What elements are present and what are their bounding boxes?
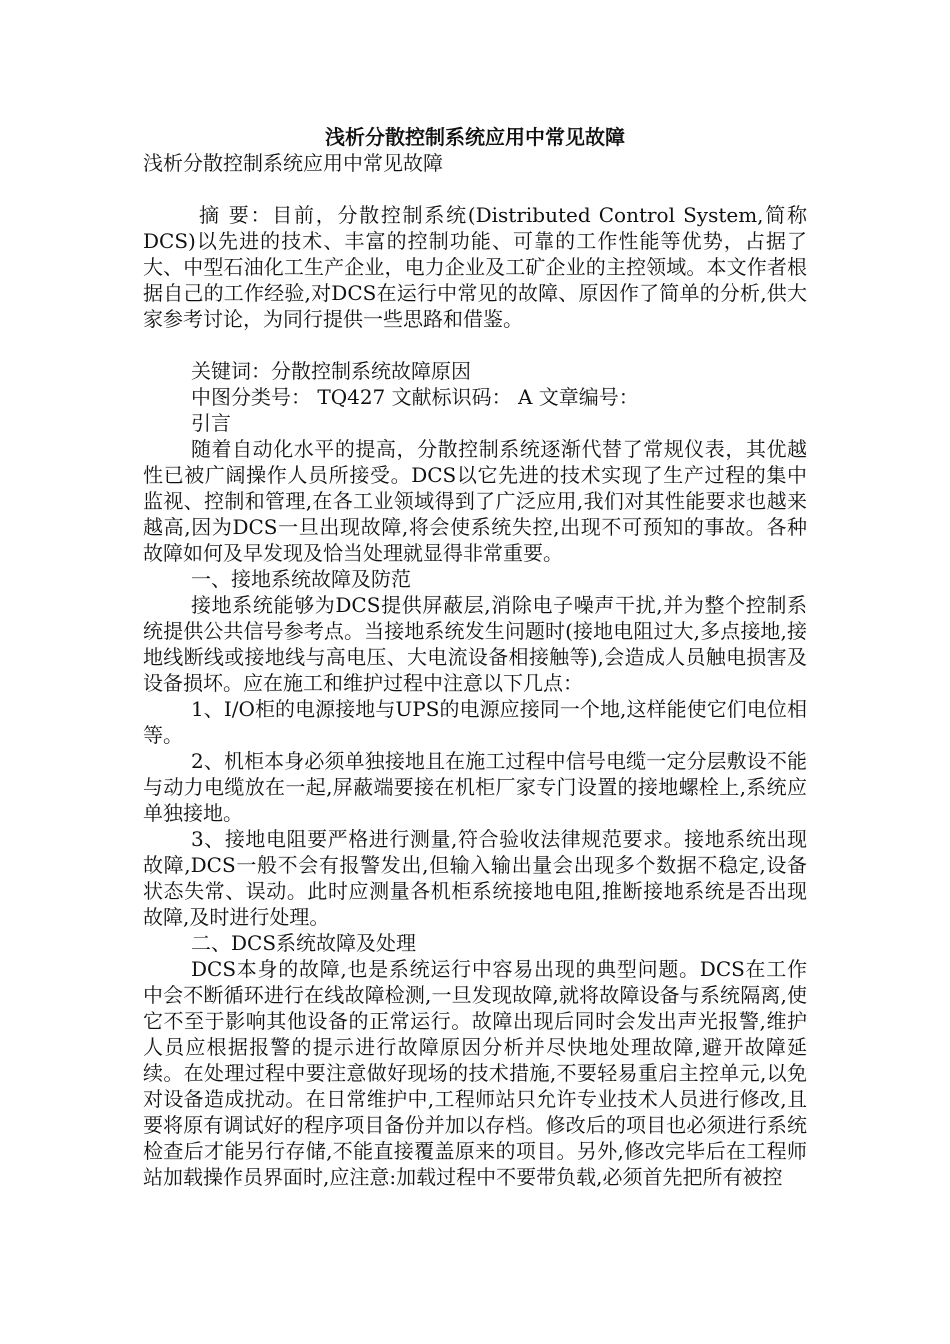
keywords-line: 关键词：分散控制系统故障原因 — [191, 359, 471, 383]
section1-paragraph: 接地系统能够为DCS提供屏蔽层,消除电子噪声干扰,并为整个控制系统提供公共信号参考点。当接地系统发生问题时(接地电阻过大,多点接地,接地线断线或接地线与高电压、大电流设备相接触等),会造成人员触电损害及设备损坏。应在施工和维护过程中注意以下几点： — [143, 593, 807, 695]
intro-paragraph: 随着自动化水平的提高，分散控制系统逐渐代替了常规仪表，其优越性已被广阔操作人员所接受。DCS以它先进的技术实现了生产过程的集中监视、控制和管理,在各工业领域得到了广泛应用,我们对其性能要求也越来越高,因为DCS一旦出现故障,将会使系统失控,出现不可预知的事故。各种故障如何及早发现及恰当处理就显得非常重要。 — [143, 437, 807, 565]
section2-heading: 二、DCS系统故障及处理 — [191, 931, 417, 955]
intro-heading: 引言 — [191, 411, 231, 435]
section2-paragraph: DCS本身的故障,也是系统运行中容易出现的典型问题。DCS在工作中会不断循环进行在线故障检测,一旦发现故障,就将故障设备与系统隔离,使它不至于影响其他设备的正常运行。故障出现后同时会发出声光报警,维护人员应根据报警的提示进行故障原因分析并尽快地处理故障,避开故障延续。在处理过程中要注意做好现场的技术措施,不要轻易重启主控单元,以免对设备造成扰动。在日常维护中,工程师站只允许专业技术人员进行修改,且要将原有调试好的程序项目备份并加以存档。修改后的项目也必须进行系统检查后才能另行存储,不能直接覆盖原来的项目。另外,修改完毕后在工程师站加载操作员界面时,应注意:加载过程中不要带负载,必须首先把所有被控 — [143, 957, 807, 1189]
abstract-paragraph: 摘 要：目前，分散控制系统(Distributed Control System,简称DCS)以先进的技术、丰富的控制功能、可靠的工作性能等优势，占据了大、中型石油化工生产企业，电力企业及工矿企业的主控领域。本文作者根据自己的工作经验,对DCS在运行中常见的故障、原因作了简单的分析,供大家参考讨论，为同行提供一些思路和借鉴。 — [143, 203, 807, 331]
section1-item-2: 2、机柜本身必须单独接地且在施工过程中信号电缆一定分层敷设不能与动力电缆放在一起,屏蔽端要接在机柜厂家专门设置的接地螺栓上,系统应单独接地。 — [143, 749, 807, 825]
spacer — [143, 176, 807, 202]
document-title: 浅析分散控制系统应用中常见故障 — [325, 125, 625, 149]
document-subtitle: 浅析分散控制系统应用中常见故障 — [143, 151, 443, 175]
classification-line: 中图分类号： TQ427 文献标识码： A 文章编号： — [191, 385, 639, 409]
section1-item-3: 3、接地电阻要严格进行测量,符合验收法律规范要求。接地系统出现故障,DCS一般不会有报警发出,但输入输出量会出现多个数据不稳定,设备状态失常、误动。此时应测量各机柜系统接地电阻,推断接地系统是否出现故障,及时进行处理。 — [143, 827, 807, 929]
spacer — [143, 332, 807, 358]
section1-item-1: 1、I/O柜的电源接地与UPS的电源应接同一个地,这样能使它们电位相等。 — [143, 697, 807, 747]
section1-heading: 一、接地系统故障及防范 — [191, 567, 411, 591]
